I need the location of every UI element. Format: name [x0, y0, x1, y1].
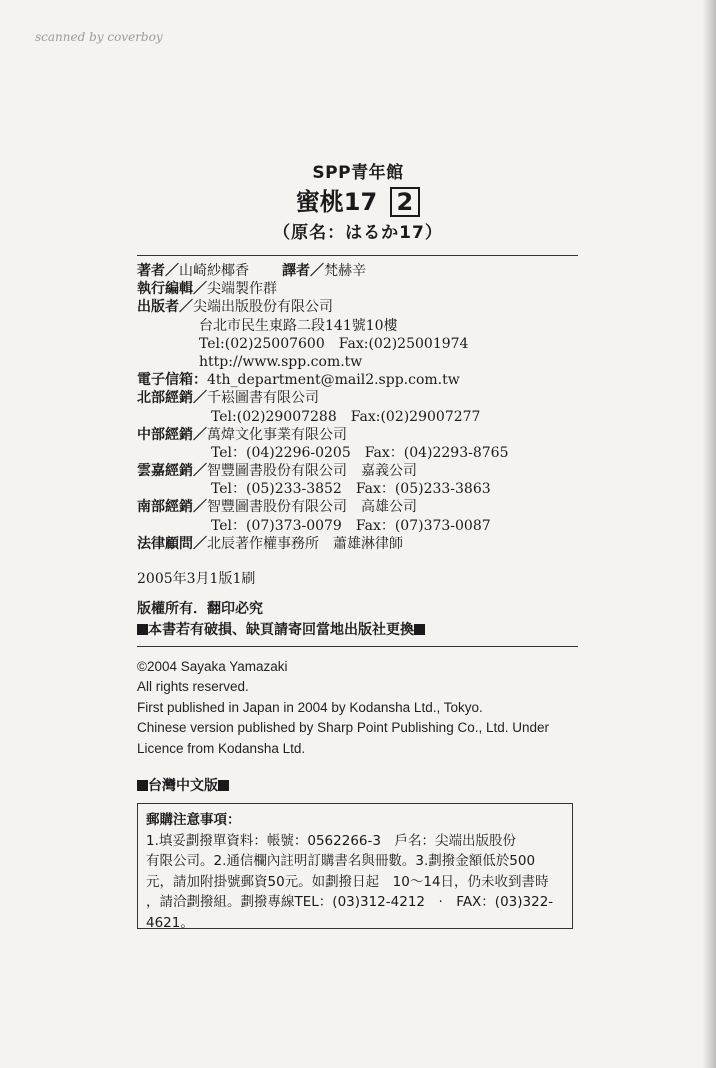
distributor-label: 中部經銷／ — [137, 426, 207, 443]
divider-top — [137, 255, 578, 256]
notice-line: 4621。 — [146, 914, 194, 931]
black-square-icon — [414, 624, 425, 635]
distributor-contact: Tel：(04)2296-0205 Fax：(04)2293-8765 — [211, 444, 509, 461]
edition-label — [137, 775, 229, 795]
author-line — [137, 262, 597, 280]
distributor-name: 智豐圖書股份有限公司 嘉義公司 — [207, 463, 417, 480]
rights-reserved: 版權所有．翻印必究 — [137, 601, 263, 617]
replacement-text: 本書若有破損、缺頁請寄回當地出版社更換 — [148, 622, 414, 638]
publisher-contact: Tel:(02)25007600 Fax:(02)25001974 — [199, 335, 469, 352]
copyright-line: Chinese version published by Sharp Point Publishing Co., Ltd. Under — [137, 720, 549, 736]
title-text: 蜜桃17 — [295, 188, 378, 216]
distributor-central — [137, 426, 597, 444]
copyright-line: All rights reserved. — [137, 679, 249, 695]
publisher-website: http://www.spp.com.tw — [199, 353, 363, 370]
distributor-contact: Tel：(05)233-3852 Fax：(05)233-3863 — [211, 481, 491, 498]
author-name: 山崎紗椰香 — [179, 263, 249, 279]
copyright-line: ©2004 Sayaka Yamazaki — [137, 659, 288, 674]
notice-line: ，請洽劃撥組。劃撥專線TEL：(03)312-4212 · FAX：(03)322- — [146, 894, 554, 911]
mail-order-notice — [137, 803, 573, 929]
distributor-label: 北部經銷／ — [137, 390, 207, 407]
notice-line: 元，請加附掛號郵資50元。如劃撥日起 10～14日，仍未收到書時 — [146, 873, 549, 890]
notice-title: 郵購注意事項： — [146, 812, 241, 828]
divider-middle — [137, 646, 578, 647]
translator-name: 梵赫辛 — [324, 263, 366, 279]
email-address: 4th_department@mail2.spp.com.tw — [207, 372, 460, 389]
email-line — [137, 371, 597, 389]
legal-counsel: 北辰著作權事務所 蕭雄淋律師 — [207, 535, 403, 552]
translator-group — [282, 262, 366, 280]
distributor-contact: Tel:(02)29007288 Fax:(02)29007277 — [211, 408, 481, 425]
black-square-icon — [137, 780, 148, 791]
editor-name: 尖端製作群 — [207, 281, 277, 298]
replacement-notice — [137, 620, 425, 641]
notice-line: 有限公司。2.通信欄內註明訂購書名與冊數。3.劃撥金額低於500 — [146, 853, 536, 870]
edition-text: 台灣中文版 — [148, 778, 218, 794]
series-name: SPP青年館 — [312, 163, 404, 183]
original-title: （原名：はるか17） — [273, 223, 443, 243]
notice-line: 1.填妥劃撥單資料：帳號：0562266-3 戶名：尖端出版股份 — [146, 832, 516, 849]
translator-label: 譯者／ — [282, 263, 324, 279]
distributor-name: 千崧圖書有限公司 — [207, 390, 319, 407]
book-title — [0, 182, 716, 217]
legal-label: 法律顧問／ — [137, 535, 207, 552]
copyright-line: First published in Japan in 2004 by Kodansha Ltd., Tokyo. — [137, 699, 483, 715]
legal-line — [137, 535, 597, 553]
credits-block — [137, 262, 597, 553]
distributor-name: 萬煒文化事業有限公司 — [207, 426, 347, 443]
publisher-name: 尖端出版股份有限公司 — [193, 299, 333, 316]
distributor-name: 智豐圖書股份有限公司 高雄公司 — [207, 499, 417, 516]
author-label: 著者／ — [137, 263, 179, 279]
editor-line — [137, 280, 597, 298]
volume-number: 2 — [390, 187, 421, 217]
rights-block — [137, 599, 425, 641]
edition-date: 2005年3月1版1刷 — [137, 571, 256, 587]
distributor-label: 南部經銷／ — [137, 499, 207, 516]
distributor-contact: Tel：(07)373-0079 Fax：(07)373-0087 — [211, 517, 491, 534]
english-copyright — [137, 657, 597, 759]
publisher-label: 出版者／ — [137, 299, 193, 316]
black-square-icon — [137, 624, 148, 635]
publisher-line — [137, 298, 597, 316]
distributor-yunjia — [137, 462, 597, 480]
black-square-icon — [218, 780, 229, 791]
distributor-north — [137, 389, 597, 407]
editor-label: 執行編輯／ — [137, 281, 207, 298]
email-label: 電子信箱： — [137, 372, 207, 389]
scanner-watermark: scanned by coverboy — [35, 30, 163, 44]
distributor-south — [137, 498, 597, 516]
distributor-label: 雲嘉經銷／ — [137, 463, 207, 480]
copyright-line: Licence from Kodansha Ltd. — [137, 740, 306, 756]
publisher-address: 台北市民生東路二段141號10樓 — [199, 317, 398, 334]
